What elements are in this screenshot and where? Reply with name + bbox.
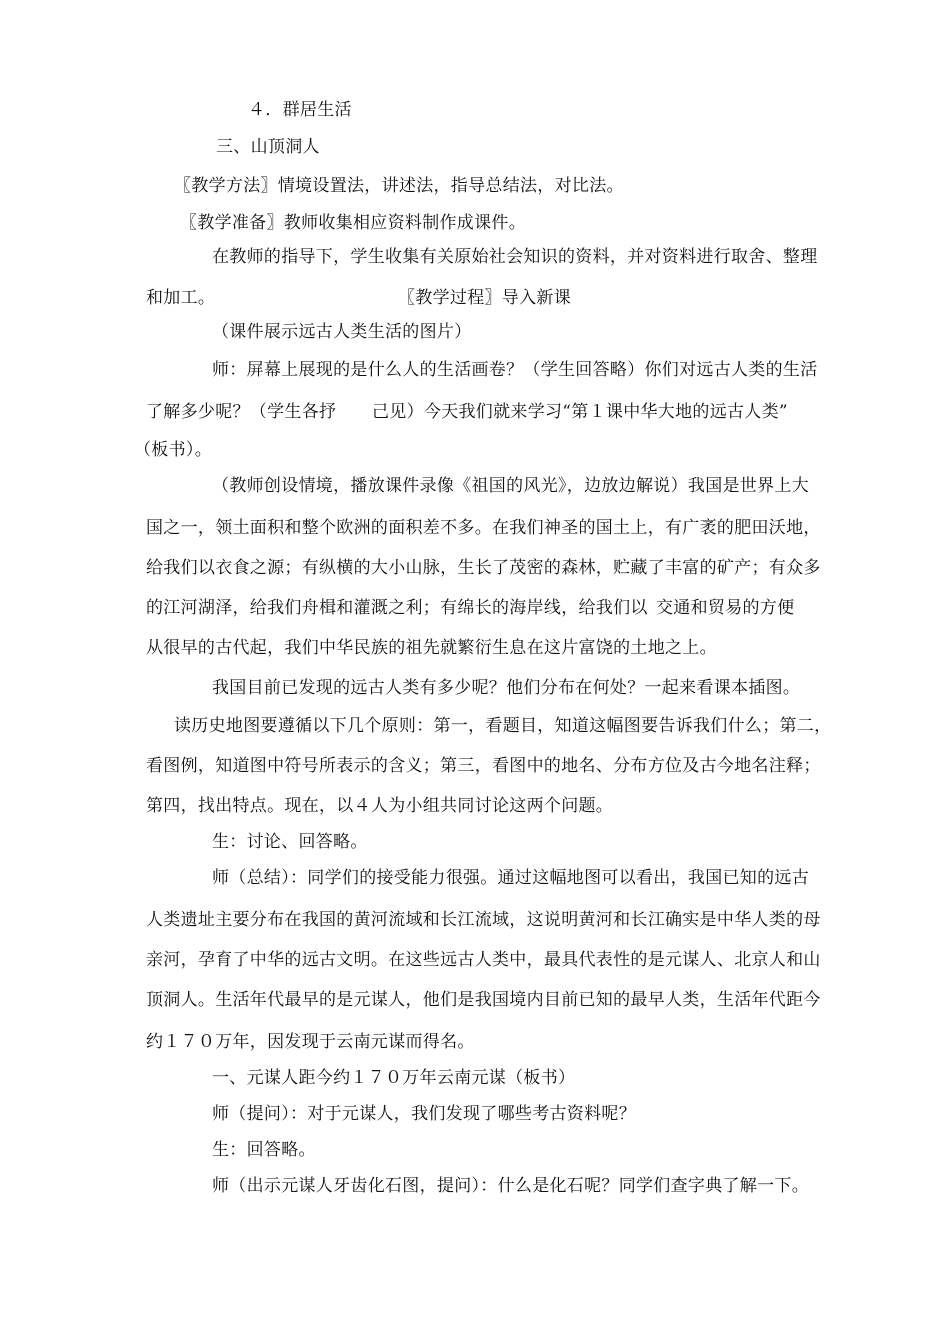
paragraph-line: 生：回答略。 (212, 1140, 316, 1160)
paragraph-line: 亲河，孕育了中华的远古文明。在这些远古人类中，最具代表性的是元谋人、北京人和山 (146, 950, 821, 970)
paragraph-line: 己见）今天我们就来学习“第１课中华大地的远古人类” (372, 402, 788, 422)
teaching-process-heading: 〖教学过程〗导入新课 (398, 288, 571, 308)
paragraph-line: 我国目前已发现的远古人类有多少呢？他们分布在何处？一起来看课本插图。 (212, 678, 801, 698)
paragraph-line: 在教师的指导下，学生收集有关原始社会知识的资料，并对资料进行取舍、整理 (212, 247, 818, 267)
paragraph-line: 师：屏幕上展现的是什么人的生活画卷？（学生回答略）你们对远古人类的生活 (212, 360, 818, 380)
paragraph-line: 的江河湖泽，给我们舟楫和灌溉之利；有绵长的海岸线，给我们以 (146, 598, 648, 618)
paragraph-line: 约１７０万年，因发现于云南元谋而得名。 (146, 1032, 475, 1052)
paragraph-line: 师（总结）：同学们的接受能力很强。通过这幅地图可以看出，我国已知的远古 (212, 868, 809, 888)
paragraph-line: 国之一，领土面积和整个欧洲的面积差不多。在我们神圣的国土上，有广袤的肥田沃地， (146, 518, 821, 538)
paragraph-line: 看图例，知道图中符号所表示的含义；第三，看图中的地名、分布方位及古今地名注释； (146, 756, 821, 776)
heading-group-life: ４．群居生活 (248, 100, 352, 120)
paragraph-line: （板书）。 (134, 440, 212, 460)
paragraph-line: （课件展示远古人类生活的图片） (212, 322, 472, 342)
paragraph-line: 从很早的古代起，我们中华民族的祖先就繁衍生息在这片富饶的土地之上。 (146, 638, 717, 658)
heading-shandingdong: 三、山顶洞人 (216, 137, 320, 157)
paragraph-line: 了解多少呢？（学生各抒 (146, 402, 337, 422)
paragraph-line: 顶洞人。生活年代最早的是元谋人，他们是我国境内目前已知的最早人类，生活年代距今 (146, 990, 821, 1010)
paragraph-line: 给我们以衣食之源；有纵横的大小山脉，生长了茂密的森林，贮藏了丰富的矿产；有众多 (146, 558, 821, 578)
paragraph-line: 第四，找出特点。现在，以４人为小组共同讨论这两个问题。 (146, 796, 614, 816)
paragraph-line: 生：讨论、回答略。 (212, 832, 368, 852)
paragraph-line: 和加工。 (146, 288, 216, 308)
paragraph-line: （教师创设情境，播放课件录像《祖国的风光》，边放边解说）我国是世界上大 (212, 476, 809, 496)
teaching-methods: 〖教学方法〗情境设置法，讲述法，指导总结法，对比法。 (174, 176, 624, 196)
paragraph-line: 师（出示元谋人牙齿化石图，提问）：什么是化石呢？同学们查字典了解一下。 (212, 1176, 809, 1196)
yuanmou-heading: 一、元谋人距今约１７０万年云南元谋（板书） (212, 1068, 576, 1088)
paragraph-line: 人类遗址主要分布在我国的黄河流域和长江流域，这说明黄河和长江确实是中华人类的母 (146, 910, 821, 930)
paragraph-line: 读历史地图要遵循以下几个原则：第一，看题目，知道这幅图要告诉我们什么；第二， (174, 716, 832, 736)
paragraph-line: 师（提问）：对于元谋人，我们发现了哪些考古资料呢？ (212, 1104, 636, 1124)
paragraph-line: 交通和贸易的方便 (656, 598, 795, 618)
teaching-preparation: 〖教学准备〗教师收集相应资料制作成课件。 (180, 213, 526, 233)
